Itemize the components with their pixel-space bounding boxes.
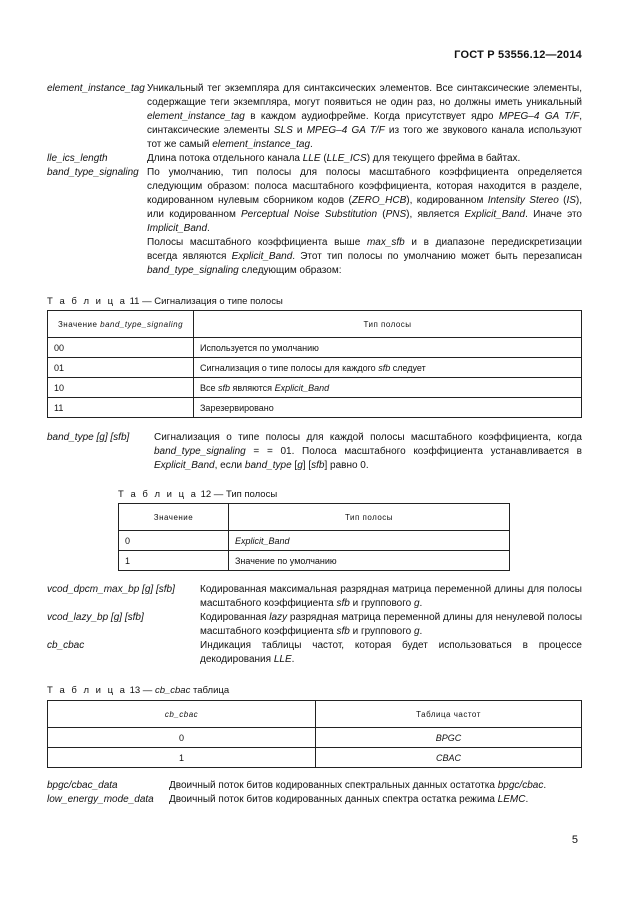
definition-row xyxy=(47,431,582,473)
definition-row xyxy=(47,82,582,152)
table-11-caption: Т а б л и ц а 11 — Сигнализация о типе полосы xyxy=(47,296,283,307)
table-11-header-type: Тип полосы xyxy=(194,311,582,338)
definitions-block-3 xyxy=(47,583,582,667)
definition-term: cb_cbac xyxy=(47,640,85,651)
definition-row xyxy=(47,236,582,278)
table-cell-type: Зарезервировано xyxy=(194,398,582,418)
table-cell-type: Используется по умолчанию xyxy=(194,338,582,358)
table-12-caption: Т а б л и ц а 12 — Тип полосы xyxy=(118,489,278,500)
definitions-block-1 xyxy=(47,82,582,278)
definition-description: Кодированная lazy разрядная матрица переменной длины для ненулевой полосы масштабного коэффициента sfb и группового g. xyxy=(200,612,583,637)
definition-term: bpgc/cbac_data xyxy=(47,780,118,791)
table-cell-type: Explicit_Band xyxy=(229,531,510,551)
definition-description: Кодированная максимальная разрядная матрица переменной длины для полосы масштабного коэффициента sfb и группового g. xyxy=(200,584,582,609)
definition-term: band_type_signaling xyxy=(47,167,139,178)
definition-term: lle_ics_length xyxy=(47,153,108,164)
table-cell-type: Значение по умолчанию xyxy=(229,551,510,571)
definition-term: vcod_dpcm_max_bp [g] [sfb] xyxy=(47,584,175,595)
definition-description: По умолчанию, тип полосы для полосы масштабного коэффициента определяется следующим образом: полоса масштабного коэффициента, которая находится в разделе, кодированном нулевым сборником кодов (ZERO_HCB), кодированном Intensity Stereo (IS), или кодированном Perceptual Noise Substitution (PNS), является Explicit_Band. Иначе это Implicit_Band. xyxy=(147,167,583,234)
definition-description: Длина потока отдельного канала LLE (LLE_ICS) для текущего фрейма в байтах. xyxy=(147,153,521,164)
definition-description: Сигнализация о типе полосы для каждой полосы масштабного коэффициента, когда band_type_signaling = = 01. Полоса масштабного коэффициента устанавливается в Explicit_Band, если band_type [g] [sfb] равно 0. xyxy=(154,432,582,471)
table-13-header-freq: Таблица частот xyxy=(316,701,582,728)
table-13 xyxy=(47,700,582,768)
table-cell-value: 1 xyxy=(119,551,229,571)
definition-term: band_type [g] [sfb] xyxy=(47,432,130,443)
definition-term: vcod_lazy_bp [g] [sfb] xyxy=(47,612,144,623)
definitions-block-4 xyxy=(47,779,582,807)
table-12 xyxy=(118,503,510,571)
table-cell-type: Сигнализация о типе полосы для каждого sfb следует xyxy=(194,358,582,378)
table-row xyxy=(48,338,582,358)
table-row xyxy=(48,728,582,748)
table-row xyxy=(48,358,582,378)
table-row xyxy=(48,398,582,418)
table-row xyxy=(48,378,582,398)
table-cell-value: 01 xyxy=(48,358,194,378)
table-cell-value: 11 xyxy=(48,398,194,418)
table-cell-type: CBAC xyxy=(316,748,582,768)
definition-term xyxy=(47,236,147,278)
definition-description: Полосы масштабного коэффициента выше max_sfb и в диапазоне передискретизации всегда являются Explicit_Band. Этот тип полосы по умолчанию может быть перезаписан band_type_signaling следующим образом: xyxy=(147,237,582,276)
definition-row xyxy=(47,152,582,166)
page-number: 5 xyxy=(571,834,578,846)
definition-row xyxy=(47,166,582,236)
definition-description: Двоичный поток битов кодированных спектральных данных остатотка bpgc/cbac. xyxy=(169,780,547,791)
definition-row xyxy=(47,611,582,639)
definition-row xyxy=(47,639,582,667)
definition-term: element_instance_tag xyxy=(47,83,145,94)
table-cell-value: 10 xyxy=(48,378,194,398)
definition-row xyxy=(47,793,582,807)
table-cell-value: 00 xyxy=(48,338,194,358)
table-cell-type: BPGC xyxy=(316,728,582,748)
definition-term: low_energy_mode_data xyxy=(47,794,154,805)
table-11 xyxy=(47,310,582,418)
table-13-header-cb: cb_cbac xyxy=(48,701,316,728)
definition-description: Уникальный тег экземпляра для синтаксических элементов. Все синтаксические элементы, содержащие теги экземпляра, могут появиться не один раз, но должны иметь уникальный element_instance_tag в каждом аудиофрейме. Когда присутствует ядро MPEG–4 GA T/F, синтаксические элементы SLS и MPEG–4 GA T/F из того же звукового канала используют тот же самый element_instance_tag. xyxy=(147,83,582,150)
definition-row xyxy=(47,583,582,611)
table-cell-type: Все sfb являются Explicit_Band xyxy=(194,378,582,398)
table-cell-value: 1 xyxy=(48,748,316,768)
table-row xyxy=(119,531,510,551)
table-row xyxy=(119,551,510,571)
definition-row xyxy=(47,779,582,793)
table-13-caption: Т а б л и ц а 13 — cb_cbac таблица xyxy=(47,685,230,696)
table-12-header-type: Тип полосы xyxy=(229,504,510,531)
standard-header: ГОСТ Р 53556.12—2014 xyxy=(454,49,582,61)
definition-description: Двоичный поток битов кодированных данных спектра остатка режима LEMC. xyxy=(169,794,529,805)
definition-description: Индикация таблицы частот, которая будет использоваться в процессе декодирования LLE. xyxy=(200,640,582,665)
table-11-header-value: Значение band_type_signaling xyxy=(48,311,194,338)
definitions-block-2 xyxy=(47,431,582,473)
table-cell-value: 0 xyxy=(48,728,316,748)
table-cell-value: 0 xyxy=(119,531,229,551)
table-row xyxy=(48,748,582,768)
table-12-header-value: Значение xyxy=(119,504,229,531)
